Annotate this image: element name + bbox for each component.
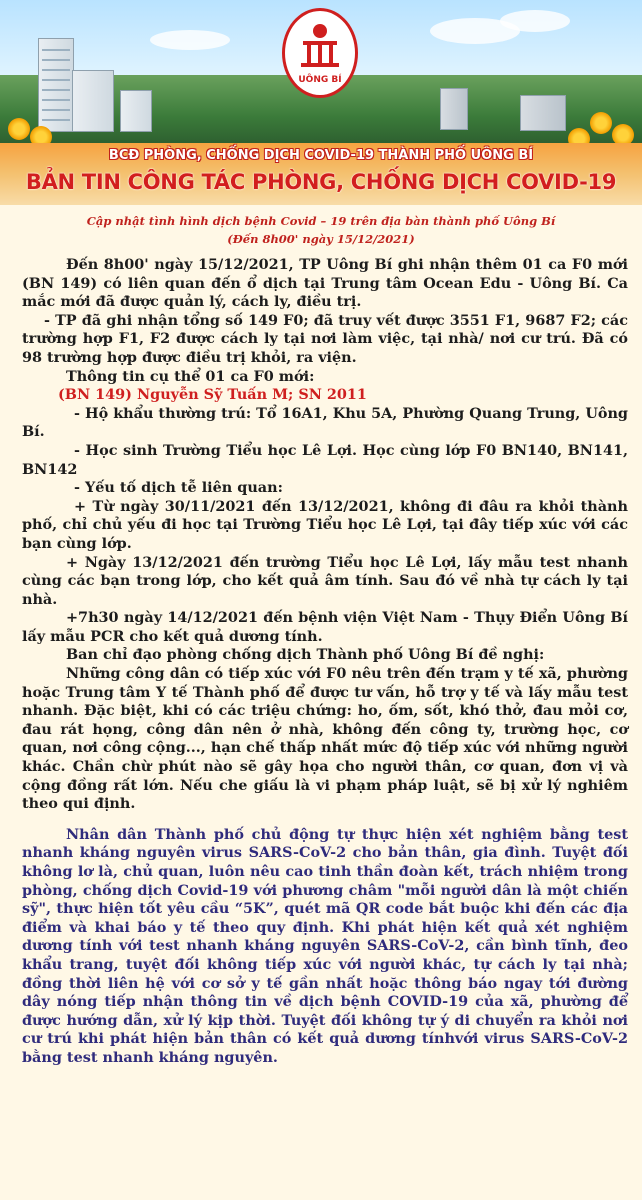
emblem-icon [293, 21, 347, 69]
paragraph-recommendations: Những công dân có tiếp xúc với F0 nêu trên đến trạm y tế xã, phường hoặc Trung tâm Y tế Thành phố để được tư vấn, hỗ trợ y tế và lấy mẫu test nhanh. Đặc biệt, khi có các triệu chứng: ho, ốm, sốt, khó thở, đau mỏi cơ, đau rát họng, công dân nên ở nhà, không đến công ty, trường học, cơ quan, nơi công cộng..., hạn chế thấp nhất mức độ tiếp xúc với những người khác. Chần chừ phút nào sẽ gây họa cho người thân, cơ quan, đơn vị và cộng đồng rất lớn. Nếu che giấu là vi phạm pháp luật, sẽ bị xử lý nghiêm theo qui định. [22, 665, 628, 813]
paragraph-patient-name: (BN 149) Nguyễn Sỹ Tuấn M; SN 2011 [58, 386, 367, 404]
city-logo [282, 8, 358, 98]
header-photo [0, 0, 642, 145]
page-title: BẢN TIN CÔNG TÁC PHÒNG, CHỐNG DỊCH COVID-19 [25, 170, 617, 194]
paragraph-steering-committee: Ban chỉ đạo phòng chống dịch Thành phố Uông Bí đề nghị: [66, 646, 545, 664]
tower-building [38, 38, 74, 132]
paragraph-new-case: Đến 8h00' ngày 15/12/2021, TP Uông Bí ghi nhận thêm 01 ca F0 mới (BN 149) có liên quan đến ổ dịch tại Trung tâm Ocean Edu - Uông Bí. Ca mắc mới đã được quản lý, cách ly, điều trị. [22, 256, 628, 311]
paragraph-public-appeal: Nhân dân Thành phố chủ động tự thực hiện xét nghiệm bằng test nhanh kháng nguyên virus SARS-CoV-2 cho bản thân, gia đình. Tuyệt đối không lơ là, chủ quan, luôn nêu cao tinh thần đoàn kết, trách nhiệm trong phòng, chống dịch Covid-19 với phương châm "mỗi người dân là một chiến sỹ", thực hiện tốt yêu cầu “5K”, quét mã QR code bắt buộc khi đến các địa điểm và khai báo y tế theo quy định. Khi phát hiện kết quả xét nghiệm dương tính với test nhanh kháng nguyên SARS-CoV-2, cần bình tĩnh, đeo khẩu trang, tuyệt đối không tiếp xúc với người khác, tự cách ly tại nhà; đồng thời liên hệ với cơ sở y tế gần nhất hoặc thông báo ngay tới đường dây nóng tiếp nhận thông tin về dịch bệnh COVID-19 của xã, phường để được hướng dẫn, xử lý kịp thời. Tuyệt đối không tự ý di chuyển ra khỏi nơi cư trú khi phát hiện bản thân có kết quả dương tínhvới virus SARS-CoV-2 bằng test nhanh kháng nguyên. [22, 825, 628, 1066]
subtitle-date: (Đến 8h00' ngày 15/12/2021) [227, 232, 415, 246]
paragraph-school: - Học sinh Trường Tiểu học Lê Lợi. Học cùng lớp F0 BN140, BN141, BN142 [22, 441, 628, 478]
paragraph-epidemiology-heading: - Yếu tố dịch tễ liên quan: [74, 479, 283, 497]
logo-text: UÔNG BÍ [298, 75, 342, 85]
paragraph-epidemiology-2: + Ngày 13/12/2021 đến trường Tiểu học Lê Lợi, lấy mẫu test nhanh cùng các bạn trong lớp, cho kết quả âm tính. Sau đó về nhà tự cách ly tại nhà. [22, 553, 628, 608]
paragraph-case-info-heading: Thông tin cụ thể 01 ca F0 mới: [66, 367, 315, 385]
paragraph-epidemiology-1: + Từ ngày 30/11/2021 đến 13/12/2021, không đi đâu ra khỏi thành phố, chỉ chủ yếu đi học tại Trường Tiểu học Lê Lợi, tại đây tiếp xúc với các bạn cùng lớp. [22, 497, 628, 552]
paragraph-residence: - Hộ khẩu thường trú: Tổ 16A1, Khu 5A, Phường Quang Trung, Uông Bí. [22, 404, 628, 441]
paragraph-epidemiology-3: +7h30 ngày 14/12/2021 đến bệnh viện Việt Nam - Thụy Điển Uông Bí lấy mẫu PCR cho kết quả dương tính. [22, 609, 628, 645]
paragraph-totals: - TP đã ghi nhận tổng số 149 F0; đã truy vết được 3551 F1, 9687 F2; các trường hợp F1, F2 được cách ly tại nơi làm việc, tại nhà/ nơi cư trú. Đã có 98 trường hợp được điều trị khỏi, ra viện. [22, 311, 628, 366]
bulletin-body [22, 256, 628, 1068]
organization-line: BCĐ PHÒNG, CHỐNG DỊCH COVID-19 THÀNH PHỐ UÔNG BÍ [108, 148, 534, 163]
subtitle-update: Cập nhật tình hình dịch bệnh Covid – 19 trên địa bàn thành phố Uông Bí [86, 214, 556, 228]
